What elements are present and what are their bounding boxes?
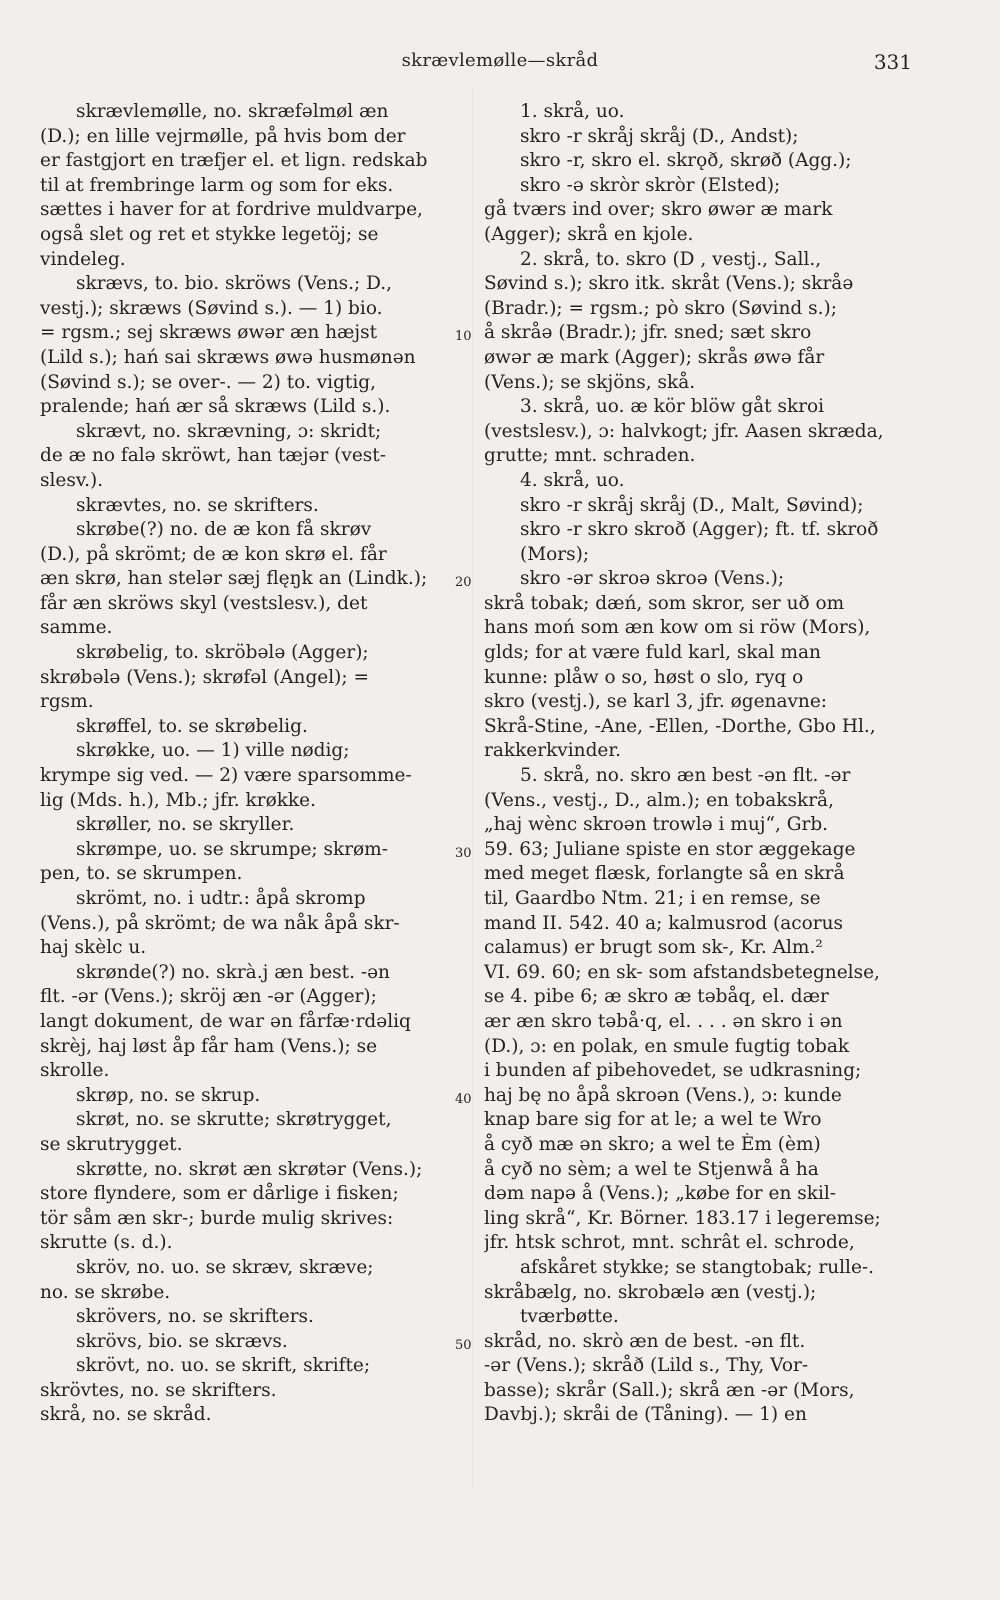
right-column-line: ling skrå“, Kr. Börner. 183.17 i legeremse; xyxy=(484,1207,881,1229)
left-column-line: krympe sig ved. — 2) være sparsomme- xyxy=(40,765,412,787)
right-column-line: (Bradr.); = rgsm.; pò skro (Søvind s.); xyxy=(484,297,837,319)
right-column-line: se 4. pibe 6; æ skro æ təbåq, el. dær xyxy=(484,986,829,1008)
left-column-line: skrøller, no. se skryller. xyxy=(76,814,295,836)
left-column-line: skrævtes, no. se skrifters. xyxy=(76,494,319,516)
right-column-line: (D.), ɔ: en polak, en smule fugtig tobak xyxy=(484,1035,850,1057)
left-column-line: skrøp, no. se skrup. xyxy=(76,1084,261,1106)
left-column-line: (Søvind s.); se over-. — 2) to. vigtig, xyxy=(40,371,376,393)
left-column-line: skrøt, no. se skrutte; skrøtrygget, xyxy=(76,1109,392,1131)
right-column-line: knap bare sig for at le; a wel te Wro xyxy=(484,1109,822,1131)
column-gutter xyxy=(472,88,473,1488)
right-column-line: hans moń som æn kow om si röw (Mors), xyxy=(484,617,871,639)
left-column-line: til at frembringe larm og som for eks. xyxy=(40,174,394,196)
left-column-line: skrøkke, uo. — 1) ville nødig; xyxy=(76,740,350,762)
left-column-line: store flyndere, som er dårlige i fisken; xyxy=(40,1183,399,1205)
left-column-line: skrolle. xyxy=(40,1060,110,1082)
page-header xyxy=(40,50,960,80)
right-column-line: skrå tobak; dæń, som skror, ser uð om xyxy=(484,592,845,614)
right-column-line: å cyð no sèm; a wel te Stjenwå å ha xyxy=(484,1158,819,1180)
left-column-line: skrövers, no. se skrifters. xyxy=(76,1306,314,1328)
left-column-line: sættes i haver for at fordrive muldvarpe, xyxy=(40,199,423,221)
right-column-line: skro -r skråj skråj (D., Andst); xyxy=(520,125,799,147)
right-column-line: ær æn skro təbå·q, el. . . . ən skro i ən xyxy=(484,1010,843,1032)
right-column-line: skro -r skro skroð (Agger); ft. tf. skroð xyxy=(520,519,879,541)
left-column xyxy=(40,100,468,1428)
right-column-line: med meget flæsk, forlangte så en skrå xyxy=(484,863,845,885)
right-column-line: afskåret stykke; se stangtobak; rulle-. xyxy=(520,1256,875,1278)
right-column-line: -ər (Vens.); skråð (Lild s., Thy, Vor- xyxy=(484,1355,809,1377)
right-column-line: skro -r, skro el. skrǫð, skrøð (Agg.); xyxy=(520,150,852,172)
right-column-line: kunne: plåw o so, høst o slo, ryq o xyxy=(484,666,804,688)
right-column-line: (Agger); skrå en kjole. xyxy=(484,223,694,245)
left-column-line: se skrutrygget. xyxy=(40,1133,183,1155)
right-column-line: øwər æ mark (Agger); skrås øwə får xyxy=(484,346,825,368)
line-number: 20 xyxy=(455,575,472,591)
left-column-line: de æ no falə skröwt, han tæjər (vest- xyxy=(40,445,386,467)
left-column-line: får æn skröws skyl (vestslesv.), det xyxy=(40,592,368,614)
line-number: 30 xyxy=(455,846,472,861)
left-column-line: rgsm. xyxy=(40,691,94,713)
right-column-line: mand II. 542. 40 a; kalmusrod (acorus xyxy=(484,912,844,934)
right-column-line: Søvind s.); skro itk. skråt (Vens.); skråə xyxy=(484,273,854,295)
right-column-line: skro -ə skròr skròr (Elsted); xyxy=(520,174,781,196)
left-column-line: skrøbelig, to. skröbələ (Agger); xyxy=(76,642,369,664)
left-column-line: langt dokument, de war ən fårfæ·rdəliq xyxy=(40,1010,411,1032)
left-column-line: skrævs, to. bio. skröws (Vens.; D., xyxy=(76,273,393,295)
right-column-line: 3. skrå, uo. æ kör blöw gåt skroi xyxy=(520,396,825,418)
left-column-line: skrøbe(?) no. de æ kon få skrøv xyxy=(76,519,372,541)
right-column-line: jfr. htsk schrot, mnt. schrât el. schrode, xyxy=(484,1232,855,1254)
left-column-line: skröv, no. uo. se skræv, skræve; xyxy=(76,1256,374,1278)
right-column-line: gå tværs ind over; skro øwər æ mark xyxy=(484,199,833,221)
right-column-line: å cyð mæ ən skro; a wel te Èm (èm) xyxy=(484,1133,821,1155)
left-column-line: (D.), på skrömt; de æ kon skrø el. får xyxy=(40,543,387,565)
right-column-line: tværbøtte. xyxy=(520,1306,619,1328)
left-column-line: skrutte (s. d.). xyxy=(40,1232,173,1254)
left-column-line: (Lild s.); hań sai skræws øwə husmønən xyxy=(40,346,416,368)
right-column-line: VI. 69. 60; en sk- som afstandsbetegnelse, xyxy=(484,961,880,983)
left-column-line: skrøbələ (Vens.); skrøfəl (Angel); = xyxy=(40,666,369,688)
left-column-line: = rgsm.; sej skræws øwər æn hæjst xyxy=(40,322,378,344)
right-column-line: glds; for at være fuld karl, skal man xyxy=(484,642,821,664)
right-column-line: 1. skrå, uo. xyxy=(520,101,625,122)
left-column-line: skrævlemølle, no. skræfəlmøl æn xyxy=(76,101,389,122)
left-column-line: skrøtte, no. skrøt æn skrøtər (Vens.); xyxy=(76,1158,423,1180)
right-column-line: skro -r skråj skråj (D., Malt, Søvind); xyxy=(520,494,864,516)
left-column-line: vindeleg. xyxy=(40,248,126,270)
left-column-line: skrøffel, to. se skrøbelig. xyxy=(76,715,308,737)
right-column-line: dəm napə å (Vens.); „købe for en skil- xyxy=(484,1183,837,1205)
right-column-line: Skrå-Stine, -Ane, -Ellen, -Dorthe, Gbo Hl., xyxy=(484,715,876,737)
left-column-line: skrövt, no. uo. se skrift, skrifte; xyxy=(76,1355,371,1377)
right-column-line: 5. skrå, no. skro æn best -ən flt. -ər xyxy=(520,765,851,787)
left-column-line: også slet og ret et stykke legetöj; se xyxy=(40,223,379,245)
left-column-line: vestj.); skræws (Søvind s.). — 1) bio. xyxy=(40,297,383,319)
left-column-line: er fastgjort en træfjer el. et lign. redskab xyxy=(40,150,428,172)
right-column-line: skråbælg, no. skrobælə æn (vestj.); xyxy=(484,1281,817,1303)
right-column-line: (Mors); xyxy=(520,543,590,565)
right-column-line: 2. skrå, to. skro (D , vestj., Sall., xyxy=(520,248,822,270)
right-column-line: skråd, no. skrò æn de best. -ən flt. xyxy=(484,1330,806,1352)
left-column-line: skrømpe, uo. se skrumpe; skrøm- xyxy=(76,838,388,860)
left-column-line: flt. -ər (Vens.); skröj æn -ər (Agger); xyxy=(40,986,377,1008)
line-number: 10 xyxy=(455,329,472,345)
left-column-line: samme. xyxy=(40,617,113,639)
left-column-line: lig (Mds. h.), Mb.; jfr. krøkke. xyxy=(40,789,316,811)
left-column-line: skrævt, no. skrævning, ɔ: skridt; xyxy=(76,420,382,442)
line-number: 50 xyxy=(455,1338,472,1353)
left-column-line: skrövs, bio. se skrævs. xyxy=(76,1330,288,1352)
left-column-line: skrèj, haj løst åp får ham (Vens.); se xyxy=(40,1035,378,1057)
right-column-line: (vestslesv.), ɔ: halvkogt; jfr. Aasen skræda, xyxy=(484,420,884,442)
left-column-line: haj skèlc u. xyxy=(40,937,147,959)
right-column-line: 59. 63; Juliane spiste en stor æggekage xyxy=(484,838,856,860)
right-column-line: (Vens., vestj., D., alm.); en tobakskrå, xyxy=(484,789,834,811)
left-column-line: (Vens.), på skrömt; de wa nåk åpå skr- xyxy=(40,912,400,934)
left-column-line: skrömt, no. i udtr.: åpå skromp xyxy=(76,888,366,909)
left-column-line: æn skrø, han stelər sæj flęŋk an (Lindk.); xyxy=(40,568,428,590)
page-number: 331 xyxy=(873,50,912,74)
line-number: 40 xyxy=(455,1092,472,1107)
right-column-line: 4. skrå, uo. xyxy=(520,469,625,491)
right-column-line: haj bę no åpå skroən (Vens.), ɔ: kunde xyxy=(484,1084,842,1106)
right-column-line: Davbj.); skråi de (Tåning). — 1) en xyxy=(484,1404,807,1426)
right-column xyxy=(484,100,924,1428)
right-column-line: i bunden af pibehovedet, se udkrasning; xyxy=(484,1060,862,1082)
left-column-line: skrønde(?) no. skrà.j æn best. -ən xyxy=(76,961,390,983)
left-column-line: no. se skrøbe. xyxy=(40,1281,171,1303)
right-column-line: (Vens.); se skjöns, skå. xyxy=(484,371,696,393)
left-column-line: pralende; hań ær så skræws (Lild s.). xyxy=(40,396,391,418)
right-column-line: grutte; mnt. schraden. xyxy=(484,445,696,467)
left-column-line: slesv.). xyxy=(40,469,104,491)
left-column-line: (D.); en lille vejrmølle, på hvis bom der xyxy=(40,125,406,147)
right-column-line: rakkerkvinder. xyxy=(484,740,622,762)
left-column-line: skrå, no. se skråd. xyxy=(40,1404,212,1426)
right-column-line: skro -ər skroə skroə (Vens.); xyxy=(520,568,785,590)
right-column-line: skro (vestj.), se karl 3, jfr. øgenavne: xyxy=(484,691,828,713)
right-column-line: calamus) er brugt som sk-, Kr. Alm.² xyxy=(484,937,823,959)
right-column-line: til, Gaardbo Ntm. 21; i en remse, se xyxy=(484,888,821,909)
running-head: skrævlemølle—skråd xyxy=(401,50,599,71)
left-column-line: pen, to. se skrumpen. xyxy=(40,863,243,885)
right-column-line: basse); skrår (Sall.); skrå æn -ər (Mors, xyxy=(484,1379,855,1401)
left-column-line: tör såm æn skr-; burde mulig skrives: xyxy=(40,1207,394,1229)
right-column-line: „haj wènc skroən trowlə i muj“, Grb. xyxy=(484,814,829,836)
right-column-line: å skråə (Bradr.); jfr. sned; sæt skro xyxy=(484,322,812,344)
left-column-line: skrövtes, no. se skrifters. xyxy=(40,1379,277,1401)
